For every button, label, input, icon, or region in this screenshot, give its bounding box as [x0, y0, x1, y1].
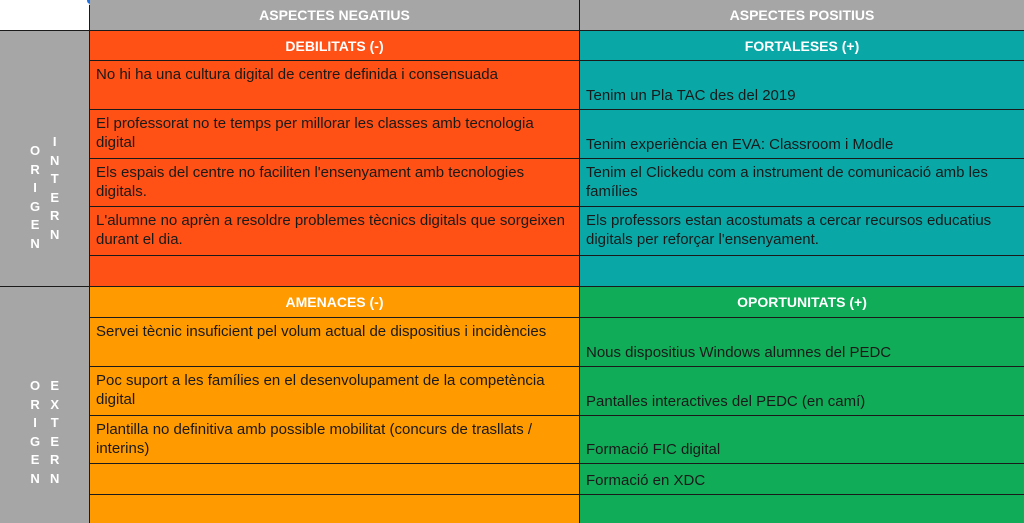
- side-letter: E: [50, 433, 60, 449]
- header-negative[interactable]: ASPECTES NEGATIUS: [90, 0, 580, 31]
- strength-cell[interactable]: [580, 256, 1024, 287]
- side-letter: R: [50, 452, 60, 467]
- side-letter: X: [50, 396, 60, 412]
- threat-cell[interactable]: Servei tècnic insuficient pel volum actual de dispositius i incidències: [90, 318, 580, 367]
- title-oportunitats[interactable]: OPORTUNITATS (+): [580, 287, 1024, 318]
- threat-cell[interactable]: Poc suport a les famílies en el desenvolupament de la competència digital: [90, 367, 580, 416]
- threat-cell[interactable]: Plantilla no definitiva amb possible mobilitat (concurs de trasllats / interins): [90, 416, 580, 464]
- side-letter: I: [33, 415, 37, 430]
- opportunity-cell[interactable]: Formació en XDC: [580, 464, 1024, 495]
- side-letters-origen: [30, 142, 40, 253]
- strength-cell[interactable]: Tenim experiència en EVA: Classroom i Modle: [580, 110, 1024, 159]
- opportunity-cell[interactable]: [580, 495, 1024, 523]
- side-label-origen-intern[interactable]: [0, 31, 90, 287]
- side-letter: G: [30, 198, 41, 214]
- threat-cell[interactable]: [90, 464, 580, 495]
- side-letter: R: [50, 208, 60, 223]
- side-letters-extern: [50, 377, 59, 488]
- title-amenaces[interactable]: AMENACES (-): [90, 287, 580, 318]
- strength-cell[interactable]: Els professors estan acostumats a cercar recursos educatius digitals per reforçar l'ensenyament.: [580, 207, 1024, 256]
- side-letters-intern: [50, 133, 59, 244]
- side-letter: G: [30, 433, 41, 449]
- side-letter: N: [30, 470, 40, 486]
- strength-cell[interactable]: Tenim el Clickedu com a instrument de comunicació amb les famílies: [580, 159, 1024, 207]
- weakness-cell[interactable]: [90, 256, 580, 287]
- side-letter: E: [50, 378, 60, 393]
- side-letter: T: [50, 415, 59, 430]
- weakness-cell[interactable]: No hi ha una cultura digital de centre definida i consensuada: [90, 61, 580, 110]
- side-letter: E: [30, 452, 40, 467]
- title-debilitats[interactable]: DEBILITATS (-): [90, 31, 580, 61]
- side-letter: R: [30, 161, 40, 177]
- weakness-cell[interactable]: L'alumne no aprèn a resoldre problemes tècnics digitals que sorgeixen durant el dia.: [90, 207, 580, 256]
- weakness-cell[interactable]: El professorat no te temps per millorar les classes amb tecnologia digital: [90, 110, 580, 159]
- corner-cell[interactable]: [0, 0, 90, 31]
- side-letters-origen: [30, 377, 40, 488]
- title-fortaleses[interactable]: FORTALESES (+): [580, 31, 1024, 61]
- header-positive[interactable]: ASPECTES POSITIUS: [580, 0, 1024, 31]
- side-label-origen-extern[interactable]: [0, 287, 90, 523]
- side-letter: E: [50, 189, 60, 205]
- side-letter: N: [50, 226, 60, 242]
- side-letter: I: [52, 134, 57, 149]
- side-letter: R: [30, 396, 40, 412]
- opportunity-cell[interactable]: Nous dispositius Windows alumnes del PEDC: [580, 318, 1024, 367]
- side-letter: O: [30, 143, 41, 158]
- threat-cell[interactable]: [90, 495, 580, 523]
- side-letter: N: [50, 152, 60, 168]
- side-letter: E: [30, 217, 40, 232]
- side-letter: N: [50, 470, 60, 486]
- strength-cell[interactable]: Tenim un Pla TAC des del 2019: [580, 61, 1024, 110]
- side-letter: T: [50, 171, 59, 186]
- side-letter: I: [33, 180, 37, 195]
- opportunity-cell[interactable]: Pantalles interactives del PEDC (en camí): [580, 367, 1024, 416]
- side-letter: N: [30, 235, 40, 251]
- side-letter: O: [30, 378, 41, 393]
- opportunity-cell[interactable]: Formació FIC digital: [580, 416, 1024, 464]
- weakness-cell[interactable]: Els espais del centre no faciliten l'ensenyament amb tecnologies digitals.: [90, 159, 580, 207]
